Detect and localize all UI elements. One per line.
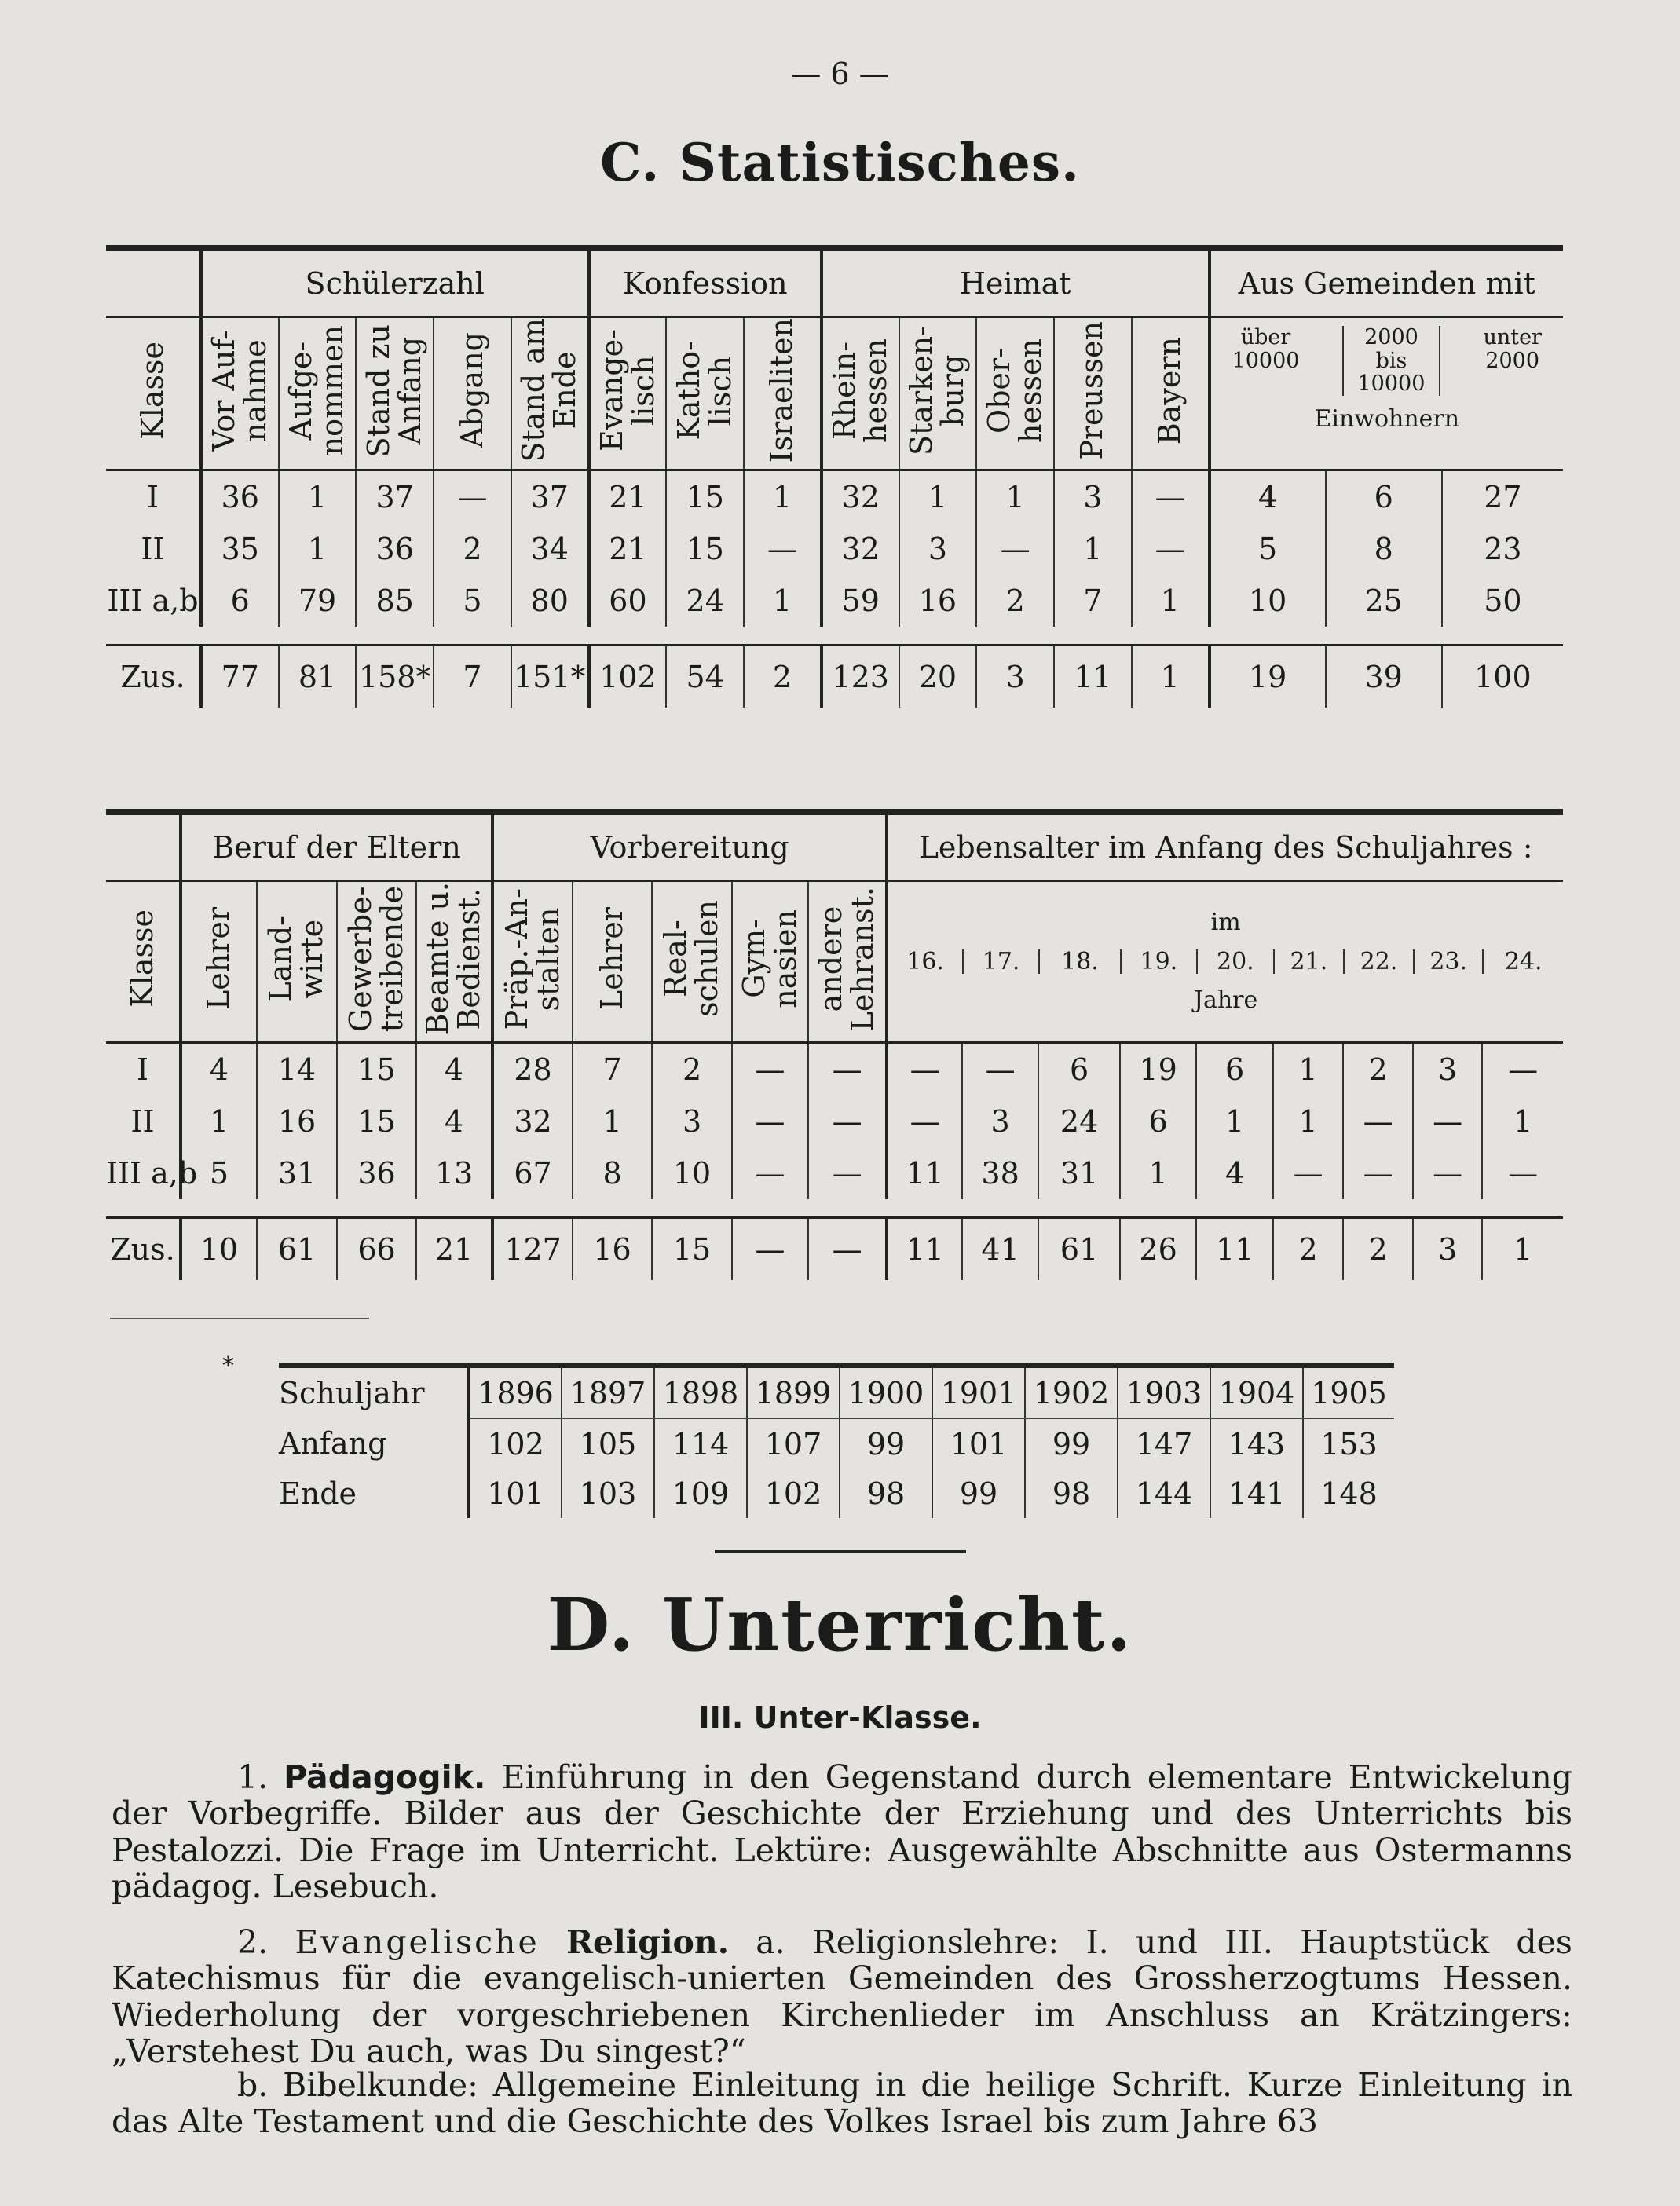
- t1-header-6: Evange- lisch: [594, 329, 661, 452]
- t1-data-cell: 34: [511, 523, 589, 575]
- t1-gemeinden-0: über 10000: [1232, 325, 1300, 373]
- t2-data-cell: 1: [1482, 1096, 1563, 1147]
- t2-data-cell: 36: [337, 1147, 416, 1199]
- t1-total-cell: 151*: [511, 646, 589, 708]
- t1-data-cell: 1: [899, 470, 977, 524]
- footnote-cell: 1896: [469, 1366, 562, 1419]
- t1-data-cell: 79: [279, 575, 357, 627]
- t2-data-cell: 15: [337, 1096, 416, 1147]
- t1-data-cell: 5: [1210, 523, 1326, 575]
- t1-header-0-cell: [106, 317, 201, 470]
- t1-total-cell: 123: [822, 646, 899, 708]
- t2-header-5-cell: [492, 881, 573, 1043]
- footnote-cell: 148: [1303, 1469, 1394, 1518]
- t2-data-cell: —: [1482, 1043, 1563, 1096]
- footnote-cell: 102: [469, 1418, 562, 1469]
- t1-spacer-cell: [106, 627, 1563, 646]
- t2-total-cell: —: [808, 1218, 887, 1281]
- t2-data-cell: —: [887, 1096, 962, 1147]
- t2-total-cell: 2: [1343, 1218, 1413, 1281]
- t1-data-cell: 16: [899, 575, 977, 627]
- t2-total-cell: 1: [1482, 1218, 1563, 1281]
- t2-age-6: 22.: [1343, 949, 1413, 975]
- t2-data-cell: —: [808, 1096, 887, 1147]
- t2-data-cell: 14: [257, 1043, 337, 1096]
- t1-total-cell: 2: [744, 646, 822, 708]
- paragraph-religion: [112, 1924, 1572, 2069]
- footnote-cell: 102: [747, 1469, 840, 1518]
- t2-data-cell: 1: [181, 1096, 257, 1147]
- t2-age-0: 16.: [906, 947, 944, 975]
- t2-age-8: 24.: [1482, 949, 1563, 975]
- t2-age-5: 21.: [1273, 949, 1343, 975]
- footnote-cell: 1900: [840, 1366, 932, 1419]
- t2-total-cell: 10: [181, 1218, 257, 1281]
- t2-data-cell: 6: [1038, 1043, 1120, 1096]
- t1-gemeinden-wrap: [1211, 318, 1563, 396]
- footnote-cell: 107: [747, 1418, 840, 1469]
- footnote-cell: Schuljahr: [279, 1376, 425, 1410]
- t1-header-12: Preussen: [1074, 320, 1110, 460]
- t1-data-cell: 4: [1210, 470, 1326, 524]
- t2-header-8: Gym- nasien: [736, 909, 803, 1008]
- t1-header-4-cell: [434, 317, 511, 470]
- t1-header-8: Israeliten: [764, 318, 799, 463]
- t2-header-6-cell: [573, 881, 652, 1043]
- footnote-cell: 1901: [932, 1366, 1025, 1419]
- t1-data-cell: 36: [201, 470, 279, 524]
- t1-header-7-cell: [666, 317, 744, 470]
- t1-header-3: Stand zu Anfang: [361, 324, 427, 457]
- t2-data-cell: 13: [416, 1147, 492, 1199]
- t2-header-4: Beamte u. Bedienst.: [420, 882, 487, 1036]
- t2-data-cell: 3: [962, 1096, 1038, 1147]
- t2-data-cell: 11: [887, 1147, 962, 1199]
- group-konfession: Konfession: [589, 248, 822, 317]
- t2-data-cell: —: [732, 1043, 808, 1096]
- footnote-cell: 99: [840, 1418, 932, 1469]
- t2-header-8-cell: [732, 881, 808, 1043]
- t2-data-cell: 31: [1038, 1147, 1120, 1199]
- t1-gemeinden-2: unter 2000: [1483, 325, 1542, 373]
- t2-data-cell: —: [1343, 1147, 1413, 1199]
- t1-total-cell: 158*: [356, 646, 434, 708]
- t2-header-9-cell: [808, 881, 887, 1043]
- footnote-row: [279, 1418, 1394, 1469]
- t1-header-13-cell: [1132, 317, 1210, 470]
- footnote-cell: 99: [1025, 1418, 1118, 1469]
- footnote-cell: 103: [562, 1469, 654, 1518]
- t1-data-cell: 6: [1326, 470, 1442, 524]
- t2-data-cell: 31: [257, 1147, 337, 1199]
- t2-total-cell: 66: [337, 1218, 416, 1281]
- school-year-table: [279, 1363, 1394, 1518]
- t2-data-cell: 38: [962, 1147, 1038, 1199]
- p2-text: a. Religionslehre: I. und III. Hauptstück des Katechismus für die evangelisch-unierten Gemeinden des Grossherzogtums Hessen. Wiederholung der vorgeschriebenen Kirchenlieder im Anschluss an Krätzingers: „Verstehest Du auch, was Du singest?“: [112, 1923, 1572, 2070]
- t2-im-label: im: [1210, 909, 1241, 937]
- t2-data-cell: 10: [652, 1147, 732, 1199]
- t2-data-cell: 7: [573, 1043, 652, 1096]
- t2-data-cell: 67: [492, 1147, 573, 1199]
- parents-age-table: [106, 809, 1563, 1280]
- t1-data-cell: 35: [201, 523, 279, 575]
- p1-heading: Pädagogik.: [284, 1758, 486, 1796]
- t1-total-cell: 39: [1326, 646, 1442, 708]
- t1-data-cell: 3: [899, 523, 977, 575]
- p2-number: 2.: [237, 1923, 269, 1961]
- divider-rule: [110, 1318, 369, 1319]
- group-heimat: Heimat: [822, 248, 1210, 317]
- t1-gemeinden-header: [1210, 317, 1563, 470]
- footnote-cell: 101: [932, 1418, 1025, 1469]
- footnote-cell: 141: [1210, 1469, 1303, 1518]
- footnote-cell: 1897: [562, 1366, 654, 1419]
- t1-data-cell: 36: [356, 523, 434, 575]
- t2-data-cell: —: [962, 1043, 1038, 1096]
- t2-data-cell: 2: [652, 1043, 732, 1096]
- t1-data-cell: 37: [356, 470, 434, 524]
- t2-data-cell: 5: [181, 1147, 257, 1199]
- footnote-marker: *: [222, 1352, 234, 1380]
- t2-header-0: Klasse: [124, 909, 159, 1008]
- t2-total-cell: 21: [416, 1218, 492, 1281]
- t1-data-cell: 2: [976, 575, 1054, 627]
- t1-data-cell: 27: [1442, 470, 1563, 524]
- t2-data-cell: 1: [1196, 1096, 1273, 1147]
- t1-data-cell: 85: [356, 575, 434, 627]
- footnote-row: [279, 1366, 1394, 1419]
- footnote-cell: 1899: [747, 1366, 840, 1419]
- t2-age-2: 18.: [1038, 949, 1120, 975]
- t1-data-cell: 23: [1442, 523, 1563, 575]
- t1-data-cell: 2: [434, 523, 511, 575]
- t1-spacer: [106, 627, 1563, 646]
- t2-total-cell: 41: [962, 1218, 1038, 1281]
- t1-header-8-cell: [744, 317, 822, 470]
- t2-header-9: andere Lehranst.: [813, 886, 880, 1031]
- t2-total-cell: Zus.: [106, 1218, 181, 1281]
- t1-data-row: [106, 575, 1563, 627]
- t1-total-cell: 19: [1210, 646, 1326, 708]
- t1-header-1-cell: [201, 317, 279, 470]
- t1-header-9-cell: [822, 317, 899, 470]
- paragraph-bibelkunde: b. Bibelkunde: Allgemeine Einleitung in die heilige Schrift. Kurze Einleitung in das Alte Testament und die Geschichte des Volkes Israel bis zum Jahre 63: [112, 2066, 1572, 2141]
- t2-data-cell: —: [732, 1096, 808, 1147]
- t2-header-1-cell: [181, 881, 257, 1043]
- t1-data-cell: 7: [1054, 575, 1132, 627]
- t1-header-2: Aufge- nommen: [284, 324, 350, 456]
- footnote-cell: 147: [1118, 1418, 1210, 1469]
- t2-header-4-cell: [416, 881, 492, 1043]
- t1-data-cell: 21: [589, 523, 667, 575]
- t1-data-cell: 21: [589, 470, 667, 524]
- t2-data-cell: 4: [1196, 1147, 1273, 1199]
- t1-data-cell: 24: [666, 575, 744, 627]
- t2-data-row: [106, 1147, 1563, 1199]
- separator-line: [715, 1550, 966, 1553]
- t2-data-cell: 6: [1196, 1043, 1273, 1096]
- t1-data-cell: 32: [822, 470, 899, 524]
- t1-header-10-cell: [899, 317, 977, 470]
- t1-total-cell: 7: [434, 646, 511, 708]
- t1-header-7: Katho- lisch: [671, 340, 738, 441]
- t1-data-cell: II: [141, 532, 165, 567]
- t2-spacer-cell: [106, 1199, 1563, 1218]
- t1-total-cell: 77: [201, 646, 279, 708]
- group-gemeinden: Aus Gemeinden mit: [1210, 248, 1563, 317]
- t1-data-cell: 80: [511, 575, 589, 627]
- t2-header-1: Lehrer: [201, 907, 236, 1011]
- t2-total-cell: 2: [1273, 1218, 1343, 1281]
- t1-header-12-cell: [1054, 317, 1132, 470]
- t1-data-cell: —: [434, 470, 511, 524]
- t1-header-9: Rhein- hessen: [826, 338, 893, 443]
- t2-data-cell: 1: [1120, 1147, 1196, 1199]
- t2-data-cell: 3: [1413, 1043, 1482, 1096]
- t1-header-6-cell: [589, 317, 667, 470]
- t2-header-0-cell: [106, 881, 181, 1043]
- group-beruf: Beruf der Eltern: [181, 812, 492, 881]
- t2-total-cell: 127: [492, 1218, 573, 1281]
- t2-data-cell: 19: [1120, 1043, 1196, 1096]
- t2-header-7-cell: [652, 881, 732, 1043]
- t1-data-cell: 37: [511, 470, 589, 524]
- t2-data-cell: 8: [573, 1147, 652, 1199]
- p2-heading: Religion.: [565, 1923, 729, 1961]
- t2-data-cell: —: [732, 1147, 808, 1199]
- t1-data-cell: I: [146, 480, 159, 515]
- t1-data-cell: 50: [1442, 575, 1563, 627]
- t1-total-cell: 3: [976, 646, 1054, 708]
- t1-data-cell: —: [1132, 523, 1210, 575]
- t1-header-3-cell: [356, 317, 434, 470]
- t2-total-cell: 16: [573, 1218, 652, 1281]
- footnote-cell: 99: [932, 1469, 1025, 1518]
- t2-total-cell: 11: [1196, 1218, 1273, 1281]
- p1-text: Einführung in den Gegenstand durch elementare Entwickelung der Vorbegriffe. Bilder aus der Geschichte der Erziehung und des Unterrichts bis Pestalozzi. Die Frage im Unterricht. Lektüre: Ausgewählte Abschnitte aus Ostermanns pädagog. Lesebuch.: [112, 1758, 1572, 1905]
- t2-data-cell: 1: [1273, 1043, 1343, 1096]
- t1-data-cell: 25: [1326, 575, 1442, 627]
- p1-number: 1.: [237, 1758, 269, 1796]
- footnote-cell: 1902: [1025, 1366, 1118, 1419]
- footnote-cell: 101: [469, 1469, 562, 1518]
- t2-header-3-cell: [337, 881, 416, 1043]
- t1-header-10: Starken- burg: [904, 325, 970, 455]
- t2-data-cell: 32: [492, 1096, 573, 1147]
- t1-data-cell: 1: [279, 523, 357, 575]
- t2-age-4: 20.: [1196, 949, 1273, 975]
- t1-data-cell: 15: [666, 470, 744, 524]
- footnote-cell: 109: [654, 1469, 747, 1518]
- t1-data-cell: 6: [201, 575, 279, 627]
- t2-total-cell: 61: [1038, 1218, 1120, 1281]
- footnote-cell: 114: [654, 1418, 747, 1469]
- t1-data-row: [106, 470, 1563, 524]
- footnote-row: [279, 1469, 1394, 1518]
- t1-data-cell: 1: [1132, 575, 1210, 627]
- t1-total-cell: 11: [1054, 646, 1132, 708]
- t2-total-cell: 3: [1413, 1218, 1482, 1281]
- t2-age-7: 23.: [1413, 949, 1482, 975]
- t2-data-cell: 1: [1273, 1096, 1343, 1147]
- t2-data-cell: —: [808, 1147, 887, 1199]
- t1-data-cell: 15: [666, 523, 744, 575]
- t1-total-cell: 20: [899, 646, 977, 708]
- t1-header-0: Klasse: [134, 341, 170, 440]
- t2-data-cell: —: [887, 1043, 962, 1096]
- subsection-title: III. Unter-Klasse.: [698, 1700, 982, 1735]
- t1-data-cell: —: [1132, 470, 1210, 524]
- t1-data-cell: 10: [1210, 575, 1326, 627]
- p2-pre: Evangelische: [295, 1923, 540, 1961]
- t1-total-cell: Zus.: [106, 646, 201, 708]
- t1-data-row: [106, 523, 1563, 575]
- t1-total-row: [106, 646, 1563, 708]
- t2-ages-row: [888, 949, 1563, 975]
- t1-data-cell: 3: [1054, 470, 1132, 524]
- t1-data-cell: —: [976, 523, 1054, 575]
- footnote-cell: 1904: [1210, 1366, 1303, 1419]
- footnote-cell: 1905: [1303, 1366, 1394, 1419]
- t2-data-cell: 24: [1038, 1096, 1120, 1147]
- t1-data-cell: 60: [589, 575, 667, 627]
- t2-header-2-cell: [257, 881, 337, 1043]
- group-vorbereitung: Vorbereitung: [492, 812, 887, 881]
- footnote-cell: 1898: [654, 1366, 747, 1419]
- t1-header-11: Ober- hessen: [981, 338, 1048, 443]
- t2-total-cell: 61: [257, 1218, 337, 1281]
- t2-data-cell: —: [1273, 1147, 1343, 1199]
- t2-data-cell: —: [1413, 1096, 1482, 1147]
- t2-data-cell: 4: [416, 1096, 492, 1147]
- t1-header-5-cell: [511, 317, 589, 470]
- footnote-cell: 153: [1303, 1418, 1394, 1469]
- t1-einwohnern: Einwohnern: [1314, 405, 1460, 434]
- t2-data-cell: II: [130, 1104, 155, 1140]
- t2-age-3: 19.: [1120, 949, 1196, 975]
- t1-data-cell: 59: [822, 575, 899, 627]
- group-lebensalter: Lebensalter im Anfang des Schuljahres :: [887, 812, 1563, 881]
- t2-data-cell: —: [1343, 1096, 1413, 1147]
- t1-data-cell: III a,b: [107, 584, 199, 619]
- footnote-cell: Ende: [279, 1476, 357, 1511]
- footnote-cell: 144: [1118, 1469, 1210, 1518]
- t1-header-11-cell: [976, 317, 1054, 470]
- t1-total-cell: 54: [666, 646, 744, 708]
- t1-data-cell: 1: [744, 575, 822, 627]
- t1-total-cell: 1: [1132, 646, 1210, 708]
- t1-header-1: Vor Auf- nahme: [206, 329, 273, 452]
- t2-header-5: Präp.-An- stalten: [499, 887, 565, 1030]
- t1-total-cell: 100: [1442, 646, 1563, 708]
- t1-data-cell: 32: [822, 523, 899, 575]
- t1-total-cell: 102: [589, 646, 667, 708]
- t1-header-13: Bayern: [1151, 336, 1187, 444]
- t2-data-cell: 3: [652, 1096, 732, 1147]
- t1-data-cell: 5: [434, 575, 511, 627]
- footnote-cell: 1903: [1118, 1366, 1210, 1419]
- section-c-title: C. Statistisches.: [600, 132, 1080, 193]
- t2-data-cell: I: [136, 1052, 148, 1088]
- t1-data-cell: 8: [1326, 523, 1442, 575]
- t2-data-cell: —: [1482, 1147, 1563, 1199]
- t1-data-cell: 1: [976, 470, 1054, 524]
- t2-data-row: [106, 1096, 1563, 1147]
- footnote-cell: Anfang: [279, 1426, 387, 1461]
- section-d-title: D. Unterricht.: [547, 1582, 1133, 1667]
- t2-data-cell: 4: [416, 1043, 492, 1096]
- t2-data-cell: 2: [1343, 1043, 1413, 1096]
- t2-header-2: Land- wirte: [263, 915, 329, 1002]
- t2-ages-header: [887, 881, 1563, 1043]
- footnote-cell: 105: [562, 1418, 654, 1469]
- t2-data-cell: —: [808, 1043, 887, 1096]
- t1-header-2-cell: [279, 317, 357, 470]
- t1-data-cell: 1: [1054, 523, 1132, 575]
- t2-total-cell: 15: [652, 1218, 732, 1281]
- t2-data-cell: 6: [1120, 1096, 1196, 1147]
- t2-data-cell: 4: [181, 1043, 257, 1096]
- t1-gemeinden-1: 2000 bis 10000: [1342, 326, 1441, 396]
- t2-header-3: Gewerbe- treibende: [342, 885, 409, 1032]
- t2-total-row: [106, 1218, 1563, 1281]
- t2-data-cell: 16: [257, 1096, 337, 1147]
- paragraph-paedagogik: [112, 1759, 1572, 1904]
- t1-header-4: Abgang: [454, 332, 489, 448]
- t2-spacer: [106, 1199, 1563, 1218]
- t2-total-cell: —: [732, 1218, 808, 1281]
- t2-data-cell: 1: [573, 1096, 652, 1147]
- t2-data-cell: —: [1413, 1147, 1482, 1199]
- t2-total-cell: 26: [1120, 1218, 1196, 1281]
- footnote-cell: 98: [840, 1469, 932, 1518]
- t2-header-6: Lehrer: [594, 907, 629, 1011]
- t1-total-cell: 81: [279, 646, 357, 708]
- page-number: — 6 —: [791, 57, 889, 91]
- t1-data-cell: 1: [279, 470, 357, 524]
- t2-age-1: 17.: [962, 949, 1038, 975]
- footnote-cell: 143: [1210, 1418, 1303, 1469]
- t2-data-row: [106, 1043, 1563, 1096]
- footnote-cell: 98: [1025, 1469, 1118, 1518]
- t2-data-cell: 28: [492, 1043, 573, 1096]
- t2-jahre-label: Jahre: [1193, 986, 1258, 1015]
- t2-header-7: Real- schulen: [658, 900, 725, 1018]
- t1-data-cell: 1: [744, 470, 822, 524]
- t2-data-cell: III a,b: [106, 1156, 198, 1191]
- t1-header-5: Stand am Ende: [515, 318, 582, 463]
- pupil-statistics-table: [106, 245, 1563, 708]
- t2-data-cell: 15: [337, 1043, 416, 1096]
- group-schuelerzahl: Schülerzahl: [201, 248, 589, 317]
- t1-data-cell: —: [744, 523, 822, 575]
- t2-total-cell: 11: [887, 1218, 962, 1281]
